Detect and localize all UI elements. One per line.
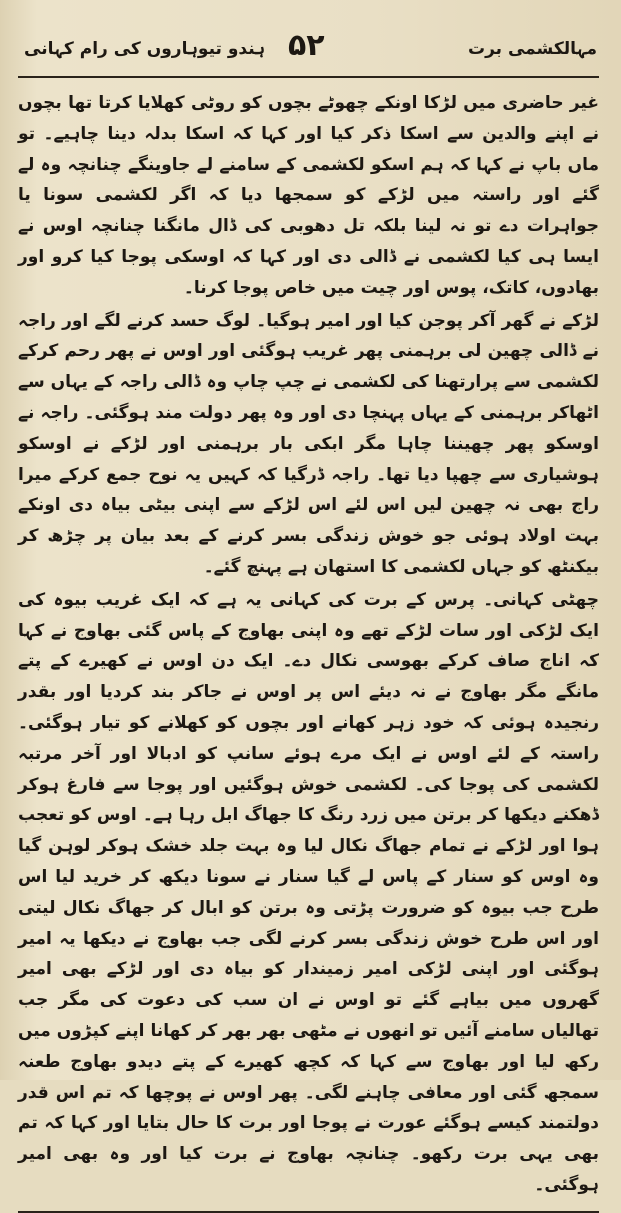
paragraph bbox=[18, 306, 599, 583]
paragraph bbox=[18, 585, 599, 1201]
paragraph-text: لڑکے نے گھر آکر پوجن کیا اور امیر ہوگیا۔ لوگ حسد کرنے لگے اور راجہ نے ڈالی چھین لی برہمنی پھر غریب ہوگئی اور اوس نے پھر رحم کرکے لکشمی سے پرارتھنا کی لکشمی نے چپ چاپ وہ ڈالی راجہ کے یہاں سے اٹھاکر برہمنی کے یہاں پہنچا دی اور وہ پھر دولت مند ہوگئی۔ راجہ نے اوسکو پھر چھیننا چاہا مگر ابکی بار برہمنی اور لڑکے نے اوسکو ہوشیاری سے چھپا دیا تھا۔ راجہ ڈرگیا کہ کہیں یہ نوح جمع کرکے میرا راج بھی نہ چھین لیں اس لئے اس لڑکے سے اپنی بیٹی بیاہ دی اونکے بہت اولاد ہوئی جو خوش زندگی بسر کرنے کے بعد بیان پر چڑھ کر بیکنٹھ کو جہاں لکشمی کا استھان ہے پہنچ گئے۔ bbox=[18, 310, 599, 577]
section-heading: چھٹی کہانی۔ bbox=[483, 589, 599, 610]
paragraph bbox=[18, 88, 599, 304]
running-title: مہالکشمی برت bbox=[468, 39, 597, 59]
page-number: ۵۲ bbox=[288, 28, 325, 63]
page-header bbox=[18, 18, 599, 70]
paragraph-text: پرس کے برت کی کہانی یہ ہے کہ ایک غریب بیوہ کی ایک لڑکی اور سات لڑکے تھے وہ اپنی بھاوج کے پاس گئی بھاوج نے کہا کہ اناج صاف کرکے بھوسی نکال دے۔ ایک دن اوس نے کھیرے کے پتے مانگے مگر بھاوج نے نہ دیئے اس پر اوس نے جاکر بند کردیا اور بقدر رنجیدہ ہوئی کہ خود زہر کھانے اور بچوں کو کھلانے کو تیار ہوگئی۔ راستہ کے لئے اوس نے ایک مرے ہوئے سانپ کو ادبالا اور آخر مرتبہ لکشمی کی پوجا کی۔ لکشمی خوش ہوگئیں اور پوجا سے فارغ ہوکر ڈھکنے دیکھا کر برتن میں زرد رنگ کا جھاگ ابل رہا ہے۔ اوس کو تعجب ہوا اور لڑکے نے تمام جھاگ نکال لیا وہ بہت جلد خشک ہوکر لوہن گیا وہ اوس کو سنار کے پاس لے گیا سنار نے سونا دیکھ کر خرید لیا اس طرح جب بیوہ کو ضرورت پڑتی وہ برتن کو ابال کر جھاگ نکال لیتی اور اس طرح خوش زندگی بسر کرنے لگی جب بھاوج نے دیکھا یہ امیر ہوگئی اور اپنی لڑکی امیر زمیندار کو بیاہ دی اور لڑکے بھی امیر گھروں میں بیاہے گئے تو اوس نے ان سب کی دعوت کی مگر جب تھالیاں سامنے آئیں تو انھوں نے مٹھی بھر بھر کر کھانا اپنے کپڑوں میں رکھ لیا اور بھاوج سے کہا کہ کچھ کھیرے کے پتے دیدو بھاوج طعنہ سمجھ گئی اور معافی چاہنے لگی۔ پھر اوس نے پوچھا کہ تم اس قدر دولتمند کیسے ہوگئے عورت نے پوجا اور برت کا حال بتایا اور کہا کہ تم بھی یہی برت رکھو۔ چنانچہ بھاوج نے برت کیا اور وہ بھی امیر ہوگئی۔ bbox=[18, 589, 599, 1195]
header-rule bbox=[18, 76, 599, 78]
paragraph-text: غیر حاضری میں لڑکا اونکے چھوٹے بچوں کو روٹی کھلایا کرتا تھا بچوں نے اپنے والدین سے اسکا ذکر کیا اور کہا کہ اسکا بدلہ دینا چاہیے۔ تو ماں باپ نے کہا کہ ہم اسکو لکشمی کے سامنے لے جاوینگے چنانچہ وہ لے گئے اور راستہ میں لڑکے کو سمجھا دیا کہ اگر لکشمی سونا یا جواہرات دے تو نہ لینا بلکہ تل دھوبی کی ڈال مانگنا چنانچہ اوس نے ایسا ہی کیا لکشمی نے ڈالی دی اور کہا کہ اوسکی پوجا کیا کرو اور بھادوں، کاتک، پوس اور چیت میں خاص پوجا کرنا۔ bbox=[18, 93, 599, 298]
footer-rule bbox=[18, 1211, 599, 1213]
book-title: ہندو تیوہاروں کی رام کہانی bbox=[24, 39, 266, 59]
body-text bbox=[18, 88, 599, 1201]
